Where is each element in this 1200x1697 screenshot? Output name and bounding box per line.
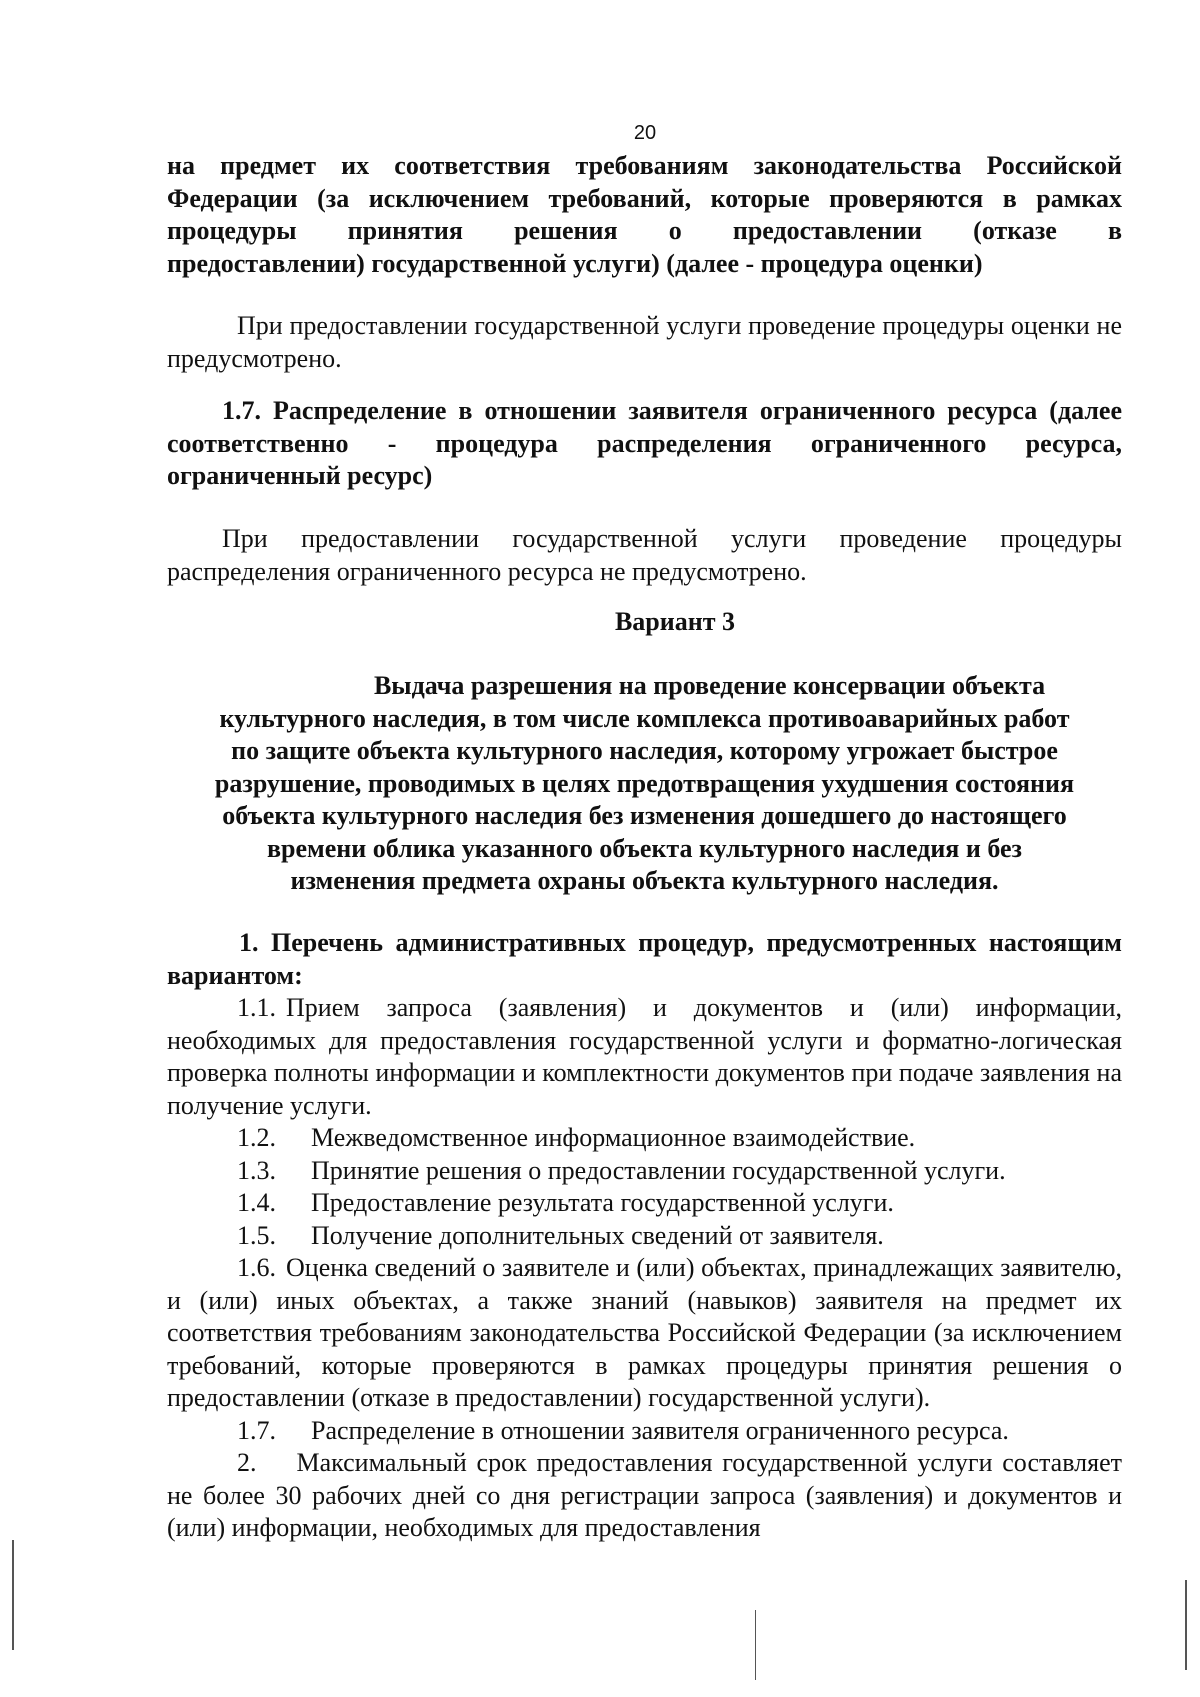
- intro-line: Федерации (за исключением требований, которые проверяются в рамках: [167, 183, 1122, 213]
- intro-line: предоставлении) государственной услуги) (далее - процедура оценки): [167, 248, 983, 278]
- variant-title-line: изменения предмета охраны объекта культурного наследия.: [290, 866, 999, 895]
- list-item: 1.2. Межведомственное информационное взаимодействие.: [237, 1123, 916, 1152]
- list-item: 1.3. Принятие решения о предоставлении государственной услуги.: [237, 1155, 1006, 1185]
- page-number: 20: [633, 122, 657, 144]
- variant-title-line: культурного наследия, в том числе комплекса противоаварийных работ: [219, 703, 1070, 733]
- intro-line: на предмет их соответствия требованиям законодательства Российской: [167, 151, 1122, 180]
- variant-heading: Вариант 3: [614, 607, 736, 636]
- distribution-note: При предоставлении государственной услуги проведение процедуры распределения ограниченного ресурса не предусмотрено.: [167, 524, 1122, 586]
- scan-artifact: [1185, 1580, 1187, 1670]
- intro-paragraph: [167, 150, 1122, 280]
- list-item: 1.4. Предоставление результата государственной услуги.: [237, 1188, 894, 1217]
- variant-title-line: разрушение, проводимых в целях предотвращения ухудшения состояния: [214, 768, 1075, 798]
- procedures-list: [167, 992, 1122, 1545]
- scan-artifact: [755, 1610, 756, 1680]
- list-item: 1.7. Распределение в отношении заявителя ограниченного ресурса.: [237, 1415, 1009, 1445]
- variant-title-line: по защите объекта культурного наследия, которому угрожает быстрое: [231, 736, 1058, 765]
- list-item: 2. Максимальный срок предоставления государственной услуги составляет не более 30 рабочих дней со дня регистрации запроса (заявления) и документов и (или) информации, необходимых для предоставления: [167, 1448, 1122, 1542]
- section-1-heading: 1. Перечень административных процедур, предусмотренных настоящим вариантом:: [167, 928, 1122, 990]
- variant-title-line: Выдача разрешения на проведение консервации объекта: [373, 671, 1046, 700]
- list-item: 1.6. Оценка сведений о заявителе и (или) объектах, принадлежащих заявителю, и (или) иных объектах, а также знаний (навыков) заявителя на предмет их соответствия требованиям законодательства Российской Федерации (за исключением требований, которые проверяются в рамках процедуры принятия решения о предоставлении (отказе в предоставлении) государственной услуги).: [167, 1253, 1122, 1412]
- section-1-7-heading: 1.7. Распределение в отношении заявителя ограниченного ресурса (далее соответственно - процедура распределения ограниченного ресурса, ограниченный ресурс): [167, 396, 1122, 490]
- variant-title: [167, 670, 1122, 898]
- list-item: 1.1. Прием запроса (заявления) и документов и (или) информации, необходимых для предоставления государственной услуги и форматно-логическая проверка полноты информации и комплектности документов при подаче заявления на получение услуги.: [167, 993, 1122, 1120]
- variant-title-line: объекта культурного наследия без изменения дошедшего до настоящего: [222, 801, 1067, 830]
- scan-artifact: [12, 1540, 14, 1650]
- intro-line: процедуры принятия решения о предоставлении (отказе в: [167, 216, 1122, 245]
- list-item: 1.5. Получение дополнительных сведений от заявителя.: [237, 1220, 884, 1250]
- assessment-note: При предоставлении государственной услуги проведение процедуры оценки не предусмотрено.: [167, 311, 1122, 373]
- variant-title-line: времени облика указанного объекта культурного наследия и без: [266, 833, 1022, 863]
